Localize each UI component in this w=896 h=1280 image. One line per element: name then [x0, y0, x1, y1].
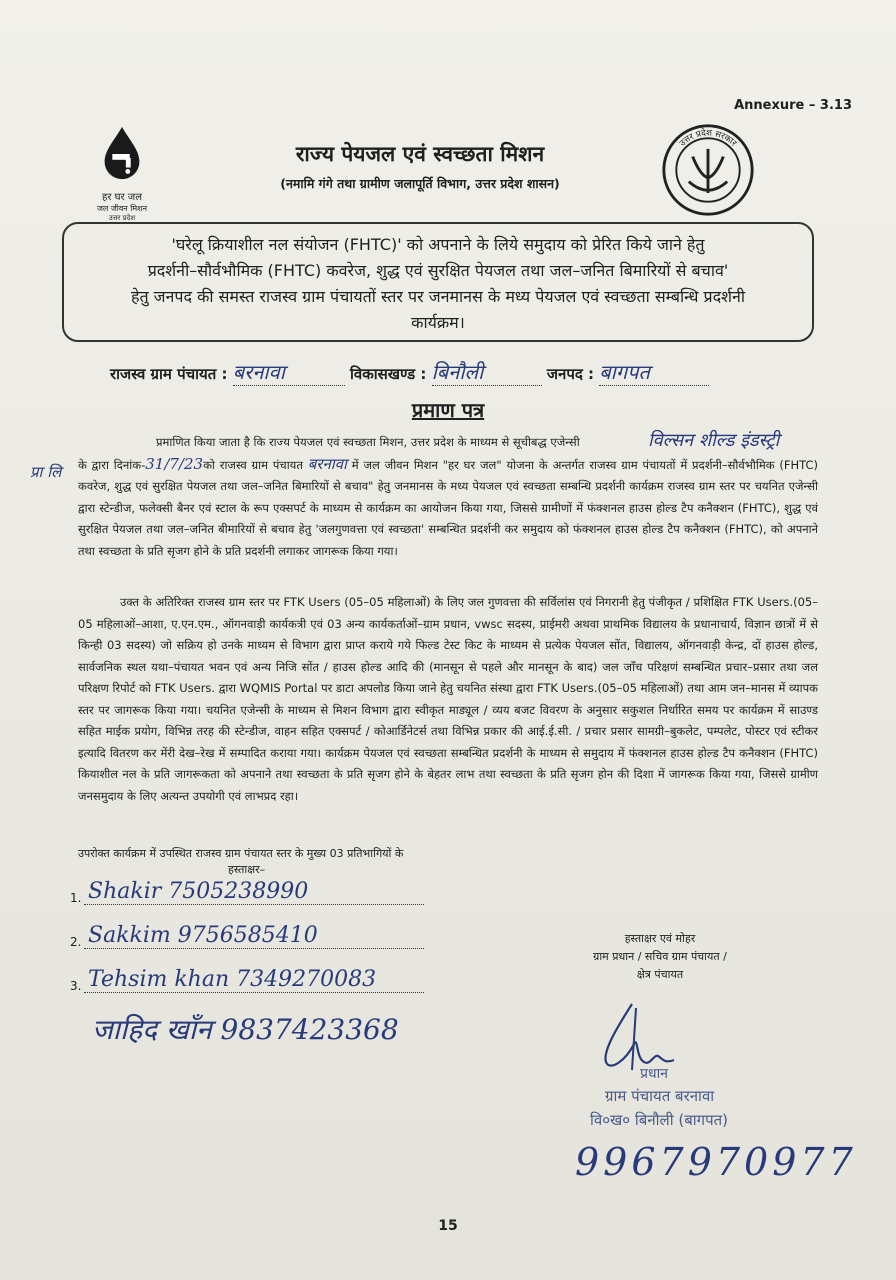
- participant-handwriting: Sakkim 9756585410: [88, 923, 318, 948]
- pradhan-signature: [592, 1000, 682, 1080]
- participant-signature: [70, 924, 424, 960]
- signature-stamp-block: [560, 930, 760, 984]
- district-value: बागपत: [599, 360, 650, 384]
- margin-note: प्रा लि: [30, 463, 62, 481]
- district-label: जनपद :: [546, 365, 595, 383]
- block-label: विकासखण्ड :: [349, 365, 427, 383]
- program-line: प्रदर्शनी–सौर्वभौमिक (FHTC) कवरेज, शुद्ध एवं सुरक्षित पेयजल तथा जल–जनित बिमारियों से बचाव': [147, 261, 729, 280]
- participant-handwriting: Shakir 7505238990: [88, 879, 309, 904]
- org-subtitle: (नमामि गंगे तथा ग्रामीण जलापूर्ति विभाग, उत्तर प्रदेश शासन): [280, 176, 560, 191]
- stamp-line2: वि०ख० बिनौली (बागपत): [590, 1111, 729, 1129]
- para1-part-a: प्रमाणित किया जाता है कि राज्य पेयजल एवं स्वच्छता मिशन, उत्तर प्रदेश के माध्यम से सूचीबद्ध एजेन्सी: [156, 435, 580, 449]
- org-title: राज्य पेयजल एवं स्वच्छता मिशन: [295, 142, 545, 166]
- page-number: 15: [438, 1218, 458, 1234]
- seal-text: उत्तर प्रदेश सरकार: [677, 128, 739, 149]
- participant-number: 1.: [70, 891, 82, 905]
- gp-handwritten: बरनावा: [307, 454, 347, 473]
- para1-part-b: के द्वारा दिनांक-: [78, 457, 146, 472]
- logo-line3: उत्तर प्रदेश: [108, 214, 136, 222]
- annexure-label: Annexure – 3.13: [734, 98, 852, 113]
- stamp-pradhan: प्रधान: [640, 1066, 668, 1082]
- date-handwritten: 31/7/23: [145, 454, 204, 473]
- stamp-line1: ग्राम पंचायत बरनावा: [605, 1087, 715, 1105]
- certificate-paragraph-2: उक्त के अतिरिक्त राजस्व ग्राम स्तर पर FTK Users (05–05 महिलाओं) के लिए जल गुणवत्ता की सर्विलांस एवं निगरानी हेतु पंजीकृत / प्रशिक्षित FTK Users.(05–05 महिलाओं–आशा, ए.एन.एम., ऑगनवाड़ी कार्यकत्री एवं 03 अन्य कार्यकर्ताओं–ग्राम प्रधान, vwsc सदस्य, प्राईमरी अथवा प्राथमिक विद्यालय के प्रधानाचार्य, विज्ञान छात्रों में से किन्ही 03 सदस्य) जो सक्रिय हो उनके माध्यम से विभाग द्वारा प्राप्त कराये गये फिल्ड टेस्ट किट के माध्यम से प्रत्येक पेयजल सोंत, विद्यालय, ऑगनवाड़ी केन्द्र, दों हाउस होल्ड, सार्वजनिक स्थल यथा–पंचायत भवन एवं अन्य निजि सोंत / हाउस होल्ड आदि की (मानसून से पहले और मानसून के बाद) जल जाँच परिक्षणं सम्बन्धित प्रचार–प्रसार तथा जल परिक्षण रिपोर्ट को FTK Users. द्वारा WQMIS Portal पर डाटा अपलोड किया जाने हेतु चयनित संस्था द्वारा FTK Users.(05–05 महिलाओं) तथा आम जन–मानस में व्यापक स्तर पर जागरूक किया गया। चयनित एजेन्सी के माध्यम से मिशन विभाग द्वारा स्वीकृत माड्यूल / व्यय बजट विवरण के अनुसार सकुशल निर्धारित समय पर कार्यक्रम में साउण्ड सहित माईक प्रयोग, विभिन्न तरह की स्टेन्डीज, वाहन सहित एक्सपर्ट / कोआर्डिनेटर्स तथा विभिन्न प्रकार की आई.ई.सी. / प्रचार प्रसार सामग्री–बुकलेट, पम्पलेट, पोस्टर एवं स्टीकर इत्यादि वितरण कर मेंरी देख–रेख में सम्पादित कराया गया। कार्यक्रम पेयजल एवं स्वच्छता सम्बन्धित प्रदर्शनी के माध्यम से समुदाय में फंक्शनल हाउस होल्ड टैप कनैक्शन (FHTC) कियाशील नल के प्रति जागरूकता को अपनाने तथा स्वच्छता के प्रति सृजग होने के बेहतर लाभ तथा स्वच्छता के प्रति सृजग होन की दिशा में जागरूक किया गया, जिससे ग्रामीण जनसमुदाय के लिए अत्यन्त उपयोगी एवं लाभप्रद रहा।: [78, 595, 818, 803]
- para1-part-c: को राजस्व ग्राम पंचायत: [203, 457, 303, 472]
- stamp-block-line1: हस्ताक्षर एवं मोहर: [624, 932, 696, 945]
- logo-line2: जल जीवन मिशन: [96, 204, 148, 213]
- certificate-title: प्रमाण पत्र: [411, 398, 485, 422]
- stamp-block-line2: ग्राम प्रधान / सचिव ग्राम पंचायत /: [593, 950, 727, 963]
- participant-signature: [70, 880, 424, 916]
- gp-value: बरनावा: [232, 360, 285, 384]
- program-title-box: [62, 222, 814, 342]
- signatures-intro-line1: उपरोक्त कार्यक्रम में उपस्थित राजस्व ग्राम पंचायत स्तर के मुख्य 03 प्रतिभागियों के: [78, 847, 404, 860]
- phone-handwritten: 9967970977: [575, 1140, 857, 1184]
- location-line: [110, 358, 810, 386]
- participant-number: 2.: [70, 935, 82, 949]
- agency-handwritten: विल्सन शील्ड इंडस्ट्री: [648, 430, 780, 451]
- program-line: कार्यक्रम।: [411, 313, 465, 332]
- logo-line1: हर घर जल: [102, 192, 142, 203]
- block-value: बिनौली: [431, 360, 484, 384]
- certificate-paragraph-1: [78, 432, 818, 562]
- participant-signature: [70, 968, 424, 1004]
- program-line: हेतु जनपद की समस्त राजस्व ग्राम पंचायतों स्तर पर जनमानस के मध्य पेयजल एवं स्वच्छता सम्बन्धि प्रदर्शनी: [130, 287, 746, 306]
- program-line: 'घरेलू क्रियाशील नल संयोजन (FHTC)' को अपनाने के लिये समुदाय को प्रेरित किये जाने हेतु: [171, 235, 705, 254]
- participant-handwriting: Tehsim khan 7349270083: [88, 967, 377, 992]
- participant-4-handwriting: जाहिद खाँन 9837423368: [92, 1013, 399, 1046]
- participant-number: 3.: [70, 979, 82, 993]
- har-ghar-jal-logo: [72, 125, 172, 223]
- signatures-intro: [78, 846, 403, 878]
- uttar-pradesh-seal-icon: [660, 122, 756, 218]
- para1-part-d: में जल जीवन मिशन "हर घर जल" योजना के अन्तर्गत राजस्व ग्राम पंचायतों में प्रदर्शनी–सौर्वभौमिक (FHTC) कवरेज, शुद्ध एवं सुरक्षित पेयजल तथा जल–जनित बिमारियों से बचाव" हेतु जनमानस के मध्य पेयजल एवं स्वच्छता सम्बन्धि प्रदर्शनी कार्यक्रम राजस्व ग्राम स्तर पर चयनित एजेन्सी द्वारा स्टेन्डीज, फलेक्सी बैनर एवं स्टाल के रूप एक्सपर्ट के माध्यम से कार्यक्रम का आयोजन किया गया, जिससे ग्रामीणों में फंक्शनल हाउस होल्ड टैप कनैक्शन (FHTC), शुद्ध एवं सुरक्षित पेयजल तथा जल–जनित बीमारियों से बचाव हेतु 'जलगुणवत्ता एवं स्वच्छता' सम्बन्धित प्रदर्शनी कर समुदाय को फंक्शनल हाउस होल्ड टैप कनैक्शन (FHTC), को अपनाने तथा स्वच्छता के प्रति सृजग होने के प्रति प्रदर्शनी लगाकर जागरूक किया गया।: [78, 457, 819, 558]
- stamp-block-line3: क्षेत्र पंचायत: [636, 968, 684, 981]
- gp-label: राजस्व ग्राम पंचायत :: [110, 365, 228, 383]
- water-drop-tap-icon: [93, 125, 151, 183]
- signatures-intro-line2: हस्ताक्षर–: [228, 863, 266, 876]
